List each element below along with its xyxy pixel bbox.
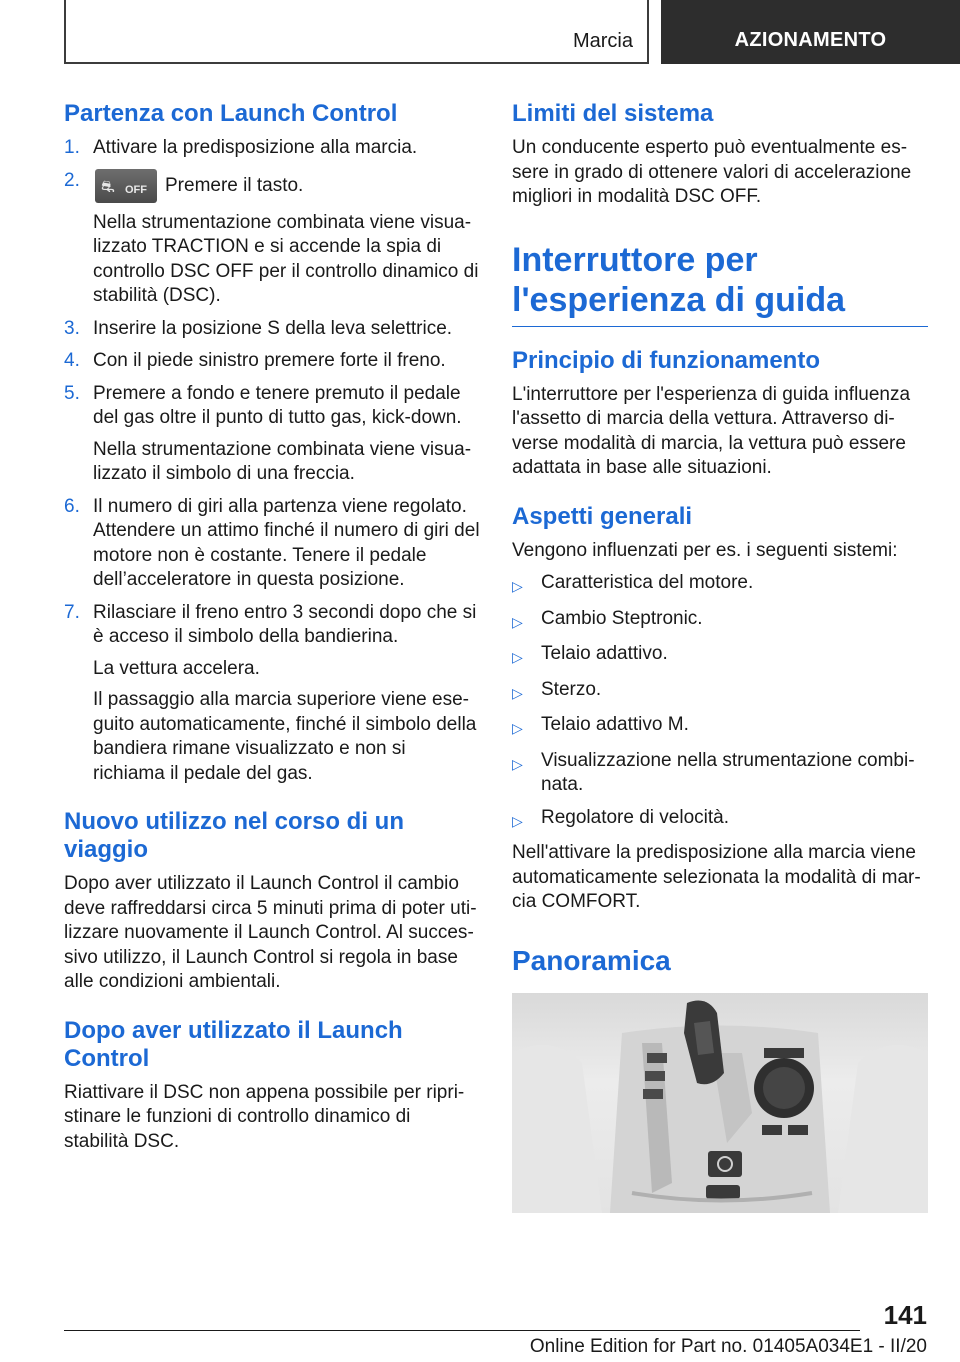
list-item: ▷ Telaio adattivo M. xyxy=(512,713,928,741)
step-4: 4. Con il piede sinistro premere forte il freno. xyxy=(64,350,446,371)
principle-text: L'interruttore per l'esperienza di guida influenza l'assetto di marcia della vettura. Attraverso diverse modalità di marcia, la vettura può essere adattata in base alle situazioni. xyxy=(512,383,911,478)
footer-rule xyxy=(64,1330,860,1331)
left-column xyxy=(64,100,480,1162)
center-console-photo xyxy=(512,993,928,1213)
step-7: 7. Rilasciare il freno entro 3 secondi dopo che si è acceso il simbolo della bandierina. La vettura accelera. Il passaggio alla marcia superiore viene eseguito automaticamente, finché il simbolo della bandiera rimane visualizzato e non si richiama il pedale del gas. xyxy=(64,601,477,784)
header-chapter: AZIONAMENTO xyxy=(661,0,960,64)
overview-title: Panoramica xyxy=(512,944,671,976)
triangle-bullet-icon: ▷ xyxy=(512,684,523,701)
triangle-bullet-icon: ▷ xyxy=(512,649,523,665)
after-title: Dopo aver utilizzato il Launch Control xyxy=(64,1016,403,1072)
right-column xyxy=(512,100,928,1213)
page-number: 141 xyxy=(883,1300,927,1330)
dsc-off-button-icon: ⛐ OFF xyxy=(95,169,157,203)
triangle-bullet-icon: ▷ xyxy=(512,755,523,772)
step-2: 2. ⛐ OFF Premere il tasto. Nella strumentazione combinata viene visualizzato TRACTION e si accende la spia di controllo DSC OFF per il controllo dinamico di stabilità (DSC). xyxy=(64,169,479,306)
switch-title: Interruttore per l'esperienza di guida xyxy=(512,240,846,319)
title-rule xyxy=(512,326,928,327)
step-6: 6. Il numero di giri alla partenza viene regolato. Attendere un attimo finché il numero di giri del motore non è costante. Tenere il pedale dell’acceleratore in questa posizione. xyxy=(64,495,480,590)
step-1: 1. Attivare la predisposizione alla marcia. xyxy=(64,137,418,158)
reuse-title: Nuovo utilizzo nel corso di un viaggio xyxy=(64,808,404,863)
list-item: ▷ Telaio adattivo. xyxy=(512,642,928,670)
list-item: ▷ Sterzo. xyxy=(512,678,928,706)
triangle-bullet-icon: ▷ xyxy=(512,578,523,594)
after-text: Riattivare il DSC non appena possibile per ripristinare le funzioni di controllo dinamico di stabilità DSC. xyxy=(64,1081,465,1152)
list-item: ▷ Caratteristica del motore. xyxy=(512,571,928,599)
header-frame xyxy=(64,0,649,64)
general-title: Aspetti generali xyxy=(512,502,693,530)
launch-title: Partenza con Launch Control xyxy=(64,100,398,127)
triangle-bullet-icon: ▷ xyxy=(512,812,523,829)
triangle-bullet-icon: ▷ xyxy=(512,720,523,736)
list-item: ▷ Visualizzazione nella strumentazione combinata. xyxy=(512,749,928,798)
step-5: 5. Premere a fondo e tenere premuto il pedale del gas oltre il punto di tutto gas, kick-down. Nella strumentazione combinata viene visualizzato il simbolo di una freccia. xyxy=(64,382,472,484)
triangle-bullet-icon: ▷ xyxy=(512,613,523,630)
reuse-text: Dopo aver utilizzato il Launch Control il cambio deve raffreddarsi circa 5 minuti prima di poter utilizzare nuovamente il Launch Control. Al successivo utilizzo, il Launch Control si regola in base alle condizioni ambientali. xyxy=(64,873,477,992)
general-intro: Vengono influenzati per es. i seguenti sistemi: xyxy=(512,539,898,561)
list-item: ▷ Cambio Steptronic. xyxy=(512,607,928,635)
header-section: Marcia xyxy=(572,30,633,52)
limits-text: Un conducente esperto può eventualmente essere in grado di ottenere valori di accelerazione migliori in modalità DSC OFF. xyxy=(512,137,912,207)
principle-title: Principio di funzionamento xyxy=(512,346,820,374)
footer-edition: Online Edition for Part no. 01405A034E1 - II/20 xyxy=(529,1336,927,1357)
limits-title: Limiti del sistema xyxy=(512,100,714,127)
general-outro: Nell'attivare la predisposizione alla marcia viene automaticamente selezionata la modalità di marcia COMFORT. xyxy=(512,842,921,912)
center-console-image xyxy=(512,993,928,1213)
step-3: 3. Inserire la posizione S della leva selettrice. xyxy=(64,317,453,339)
list-item: ▷ Regolatore di velocità. xyxy=(512,806,928,834)
